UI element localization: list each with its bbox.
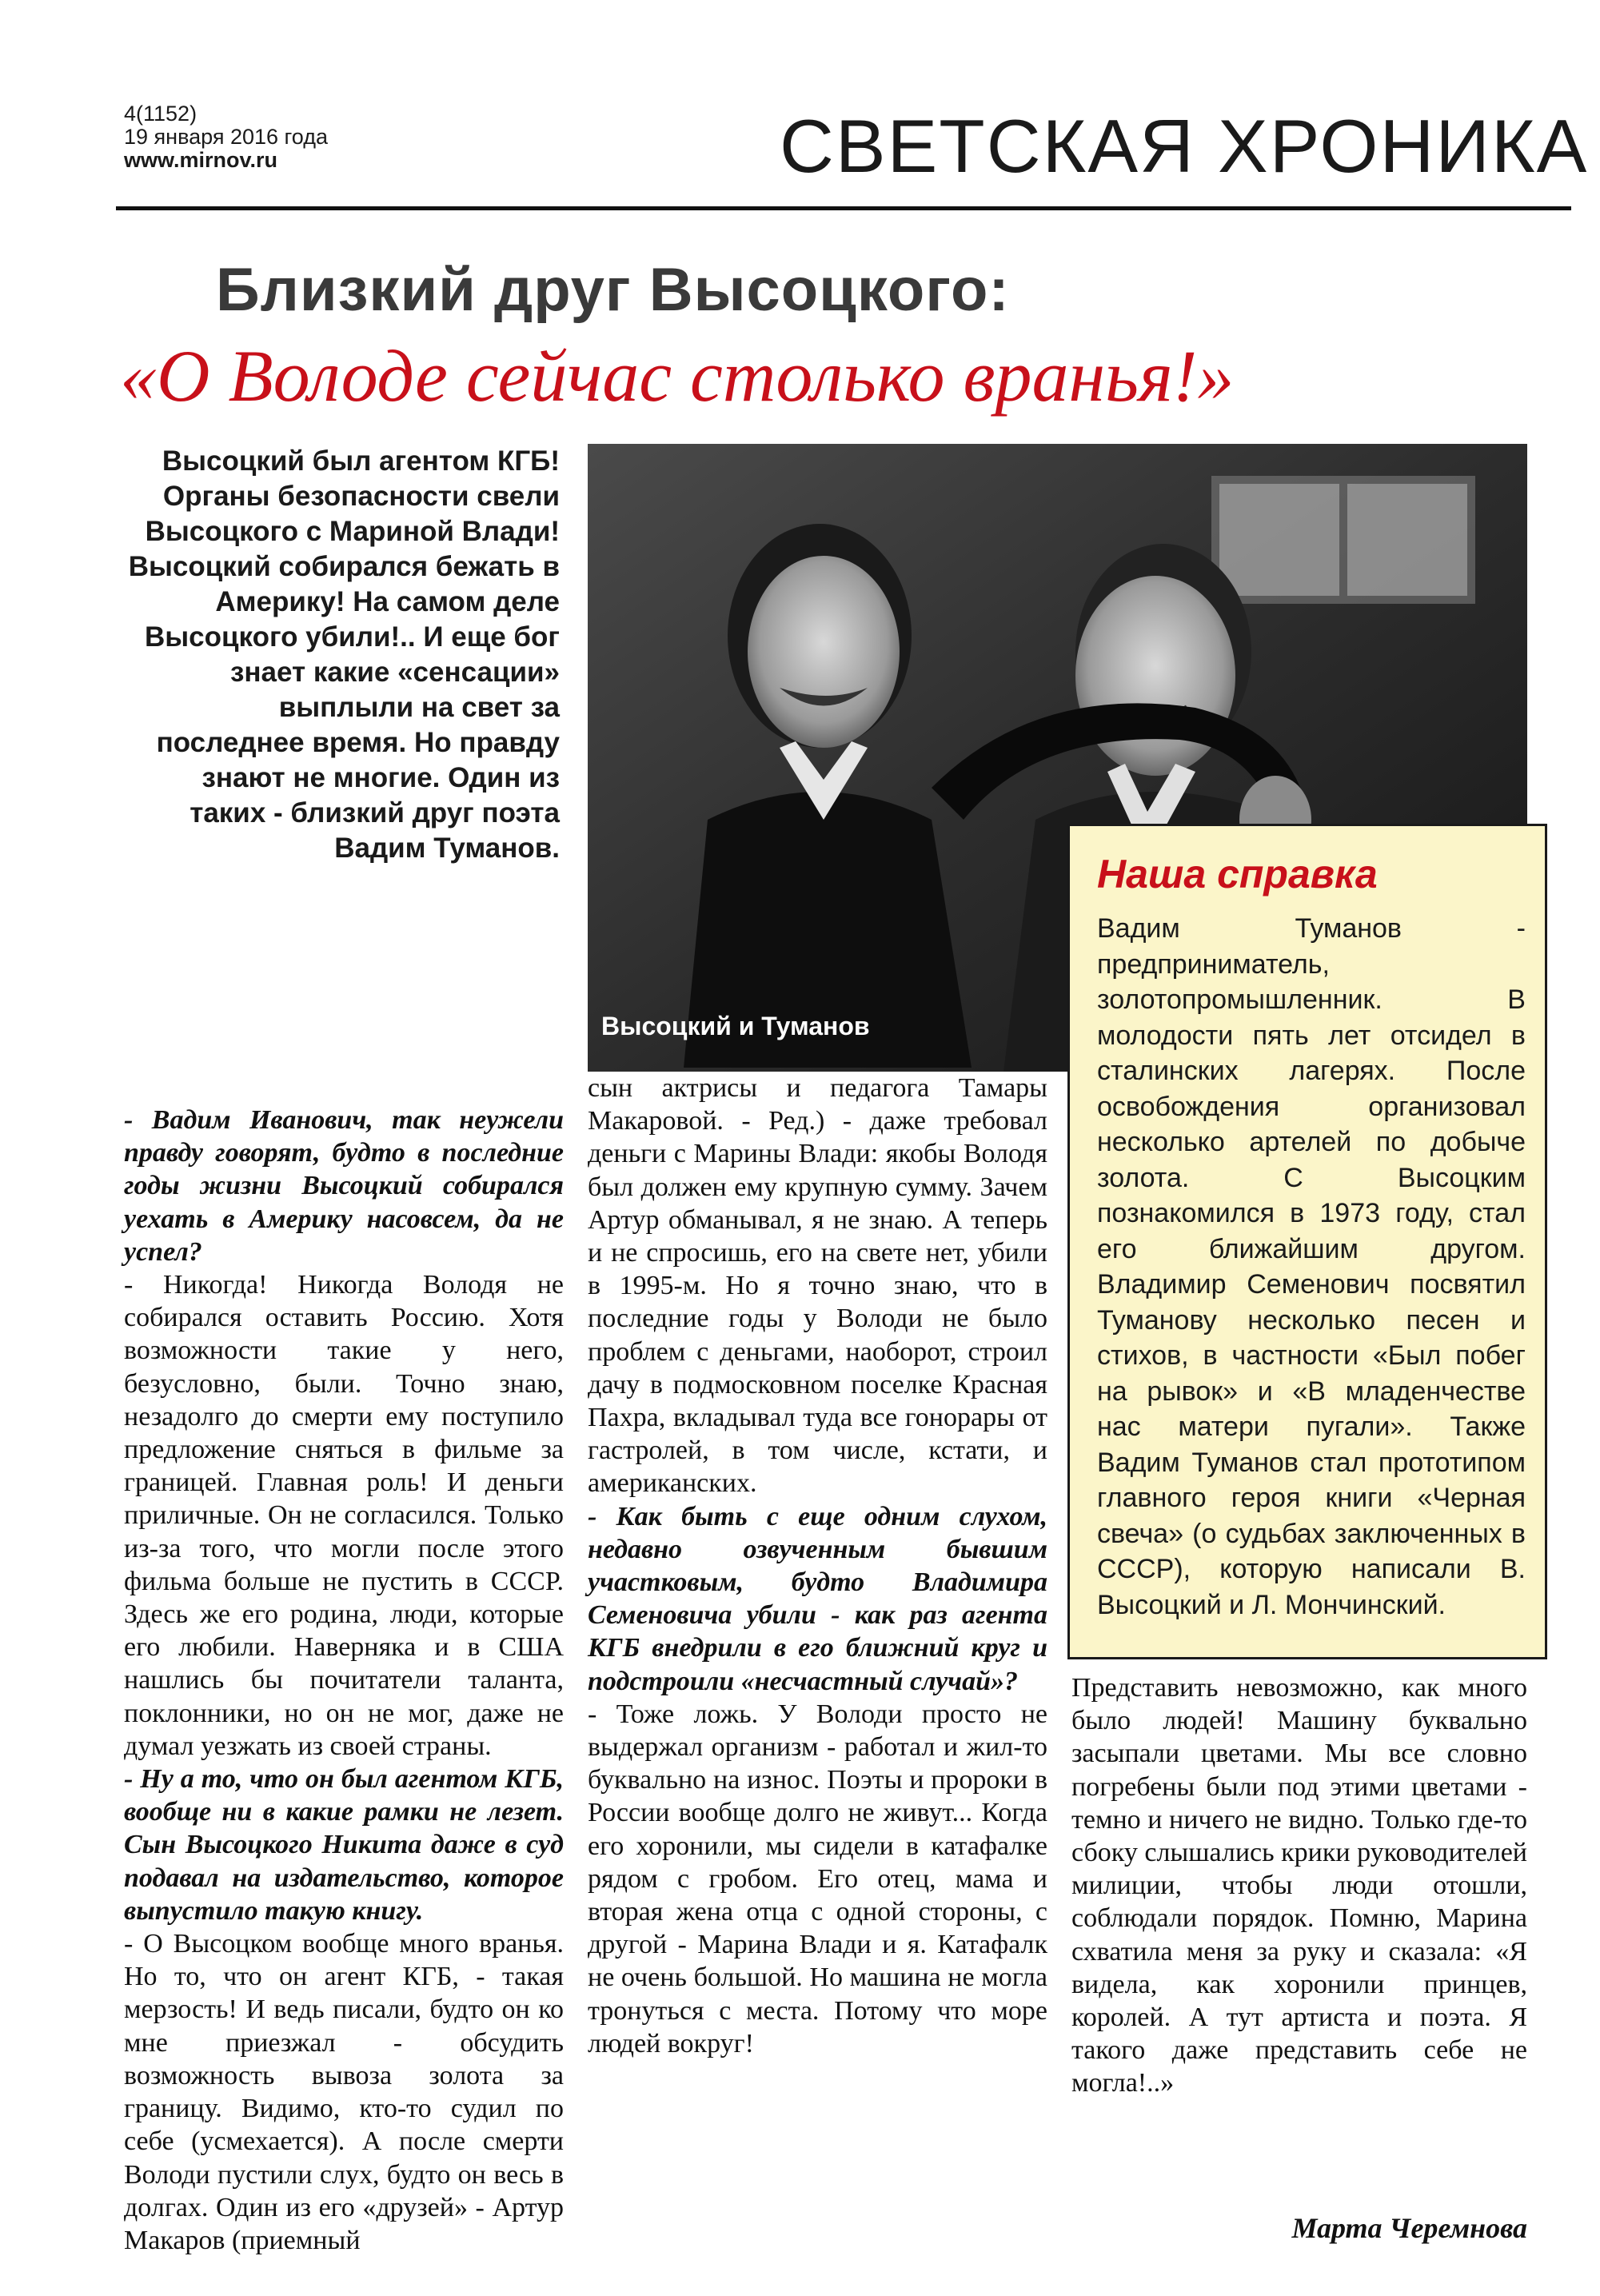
issue-number: 4(1152)	[124, 102, 198, 126]
info-box	[1067, 824, 1547, 1659]
issue-info	[124, 102, 328, 172]
interview-question: - Ну а то, что он был агентом КГБ, вообще ни в какие рамки не лезет. Сын Высоцкого Никита даже в суд подавал на издательство, которое выпустило такую книгу.	[124, 1764, 564, 1926]
interview-question: - Как быть с еще одним слухом, недавно озвученным бывшим участковым, будто Владимира Семеновича убили - как раз агента КГБ внедрили в его ближний круг и подстроили «несчастный случай»?	[588, 1501, 1047, 1696]
website-link[interactable]: www.mirnov.ru	[124, 148, 278, 172]
photo-caption: Высоцкий и Туманов	[601, 1012, 870, 1040]
article-column-2	[588, 1072, 1047, 2060]
interview-question: - Вадим Иванович, так неужели правду говорят, будто в последние годы жизни Высоцкий собирался уехать в Америку насовсем, да не успел?	[124, 1105, 564, 1267]
issue-date: 19 января 2016 года	[124, 125, 328, 149]
info-box-text: Вадим Туманов - предприниматель, золотопромышленник. В молодости пять лет отсидел в сталинских лагерях. После освобождения организовал несколько артелей по добыче золота. С Высоцким познакомился в 1973 году, стал его ближайшим другом. Владимир Семенович посвятил Туманову несколько песен и стихов, в частности «Был побег на рывок» и «В младенчестве нас матери пугали». Также Вадим Туманов стал прототипом главного героя книги «Черная свеча» (о судьбах заключенных в СССР), которую написали В. Высоцкий и Л. Мончинский.	[1097, 913, 1526, 1620]
author-byline: Марта Черемнова	[1291, 2212, 1527, 2244]
headline-kicker: Близкий друг Высоцкого:	[216, 256, 1010, 324]
lead-paragraph: Высоцкий был агентом КГБ! Органы безопасности свели Высоцкого с Мариной Влади! Высоцкий собирался бежать в Америку! На самом деле Высоцкого убили!.. И еще бог знает какие «сенсации» выплыли на свет за последнее время. Но правду знают не многие. Один из таких - близкий друг поэта Вадим Туманов.	[128, 445, 560, 864]
interview-answer: - О Высоцком вообще много вранья. Но то, что он агент КГБ, - такая мерзость! И ведь писали, будто он ко мне приезжал - обсудить возможность вывоза золота за границу. Видимо, кто-то судил по себе (усмехается). А после смерти Володи пустили слух, будто он весь в долгах. Один из его «друзей» - Артур Макаров (приемный	[124, 1929, 564, 2255]
interview-answer: Представить невозможно, как много было людей! Машину буквально засыпали цветами. Мы все словно погребены были под этими цветами - темно и ничего не видно. Только где-то сбоку слышались крики руководителей милиции, чтобы люди отошли, соблюдали порядок. Помню, Марина схватила меня за руку и сказала: «Я видела, как хоронили принцев, королей. А тут артиста и поэта. Я такого даже представить себе не могла!..»	[1071, 1673, 1527, 2098]
interview-answer: - Никогда! Никогда Володя не собирался оставить Россию. Хотя возможности такие у него, безусловно, были. Точно знаю, незадолго до смерти ему поступило предложение сняться в фильме за границей. Главная роль! И деньги приличные. Он не согласился. Только из-за того, что могли после этого фильма больше не пустить в СССР. Здесь же его родина, люди, которые его любили. Наверняка и в США нашлись бы почитатели таланта, поклонники, но он не мог, даже не думал уезжать из своей страны.	[124, 1270, 564, 1761]
article-column-1	[124, 1104, 564, 2257]
section-title: СВЕТСКАЯ ХРОНИКА	[780, 104, 1589, 188]
header-divider	[116, 206, 1571, 210]
interview-answer: - Тоже ложь. У Володи просто не выдержал организм - работал и жил-то буквально на износ. Поэты и пророки в России вообще долго не живут... Когда его хоронили, мы сидели в катафалке рядом с гробом. Его отец, мама и вторая жена отца с одной стороны, с другой - Марина Влади и я. Катафалк не очень большой. Но машина не могла тронуться с места. Потому что море людей вокруг!	[588, 1699, 1047, 2058]
article-column-3	[1071, 1671, 1527, 2100]
interview-answer: сын актрисы и педагога Тамары Макаровой. - Ред.) - даже требовал деньги с Марины Влади: якобы Володя был должен ему крупную сумму. Зачем Артур обманывал, я не знаю. А теперь и не спросишь, его на свете нет, убили в 1995-м. Но я точно знаю, что в последние годы у Володи не было проблем с деньгами, наоборот, строил дачу в подмосковном поселке Красная Пахра, вкладывал туда все гонорары от гастролей, в том числе, кстати, и американских.	[588, 1073, 1047, 1499]
headline-quote: «О Володе сейчас столько вранья!»	[120, 335, 1235, 417]
info-box-title: Наша справка	[1097, 852, 1378, 896]
